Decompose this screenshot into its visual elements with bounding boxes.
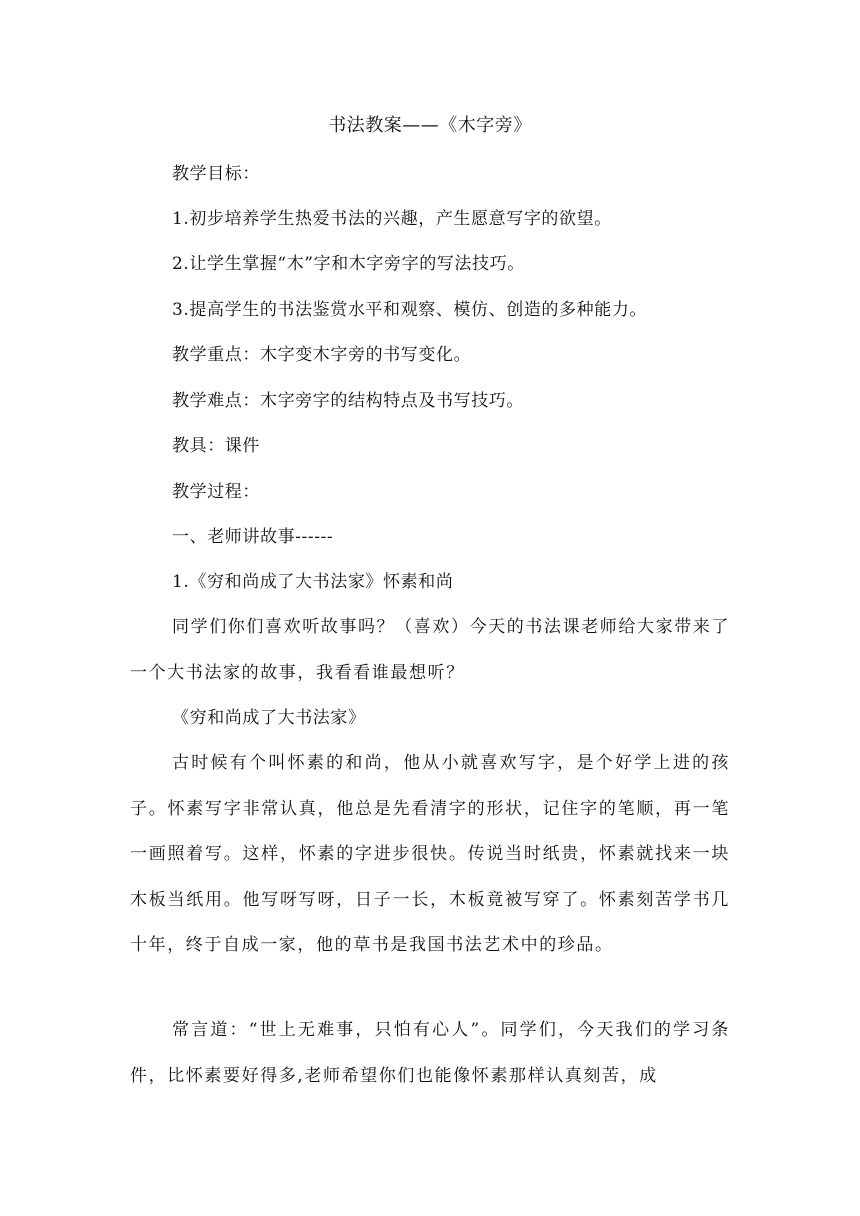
difficulty: 教学难点：木字旁字的结构特点及书写技巧。 xyxy=(172,391,524,411)
intro-paragraph: 同学们你们喜欢听故事吗？（喜欢）今天的书法课老师给大家带来了一个大书法家的故事，我看看谁最想听？ xyxy=(130,617,730,683)
objective-item: 2.让学生掌握“木”字和木字旁字的写法技巧。 xyxy=(172,254,525,274)
story-paragraph: 古时候有个叫怀素的和尚，他从小就喜欢写字，是个好学上进的孩子。怀素写字非常认真，他总是先看清字的形状，记住字的笔顺，再一笔一画照着写。这样，怀素的字进步很快。传说当时纸贵，怀素就找来一块木板当纸用。他写呀写呀，日子一长，木板竟被写穿了。怀素刻苦学书几十年，终于自成一家，他的草书是我国书法艺术中的珍品。 xyxy=(130,753,730,955)
story-item: 1.《穷和尚成了大书法家》怀素和尚 xyxy=(172,572,454,592)
story-title: 《穷和尚成了大书法家》 xyxy=(172,708,366,728)
objectives-heading: 教学目标： xyxy=(172,164,260,184)
saying-paragraph: 常言道：“世上无难事，只怕有心人”。同学们，今天我们的学习条件，比怀素要好得多,老师希望你们也能像怀素那样认真刻苦，成 xyxy=(130,1020,730,1086)
page-title: 书法教案——《木字旁》 xyxy=(328,115,532,136)
teaching-tools: 教具：课件 xyxy=(172,436,260,456)
process-heading: 教学过程： xyxy=(172,482,260,502)
section-heading: 一、老师讲故事------ xyxy=(172,527,334,547)
objective-item: 3.提高学生的书法鉴赏水平和观察、模仿、创造的多种能力。 xyxy=(172,300,648,320)
objective-item: 1.初步培养学生热爱书法的兴趣，产生愿意写字的欲望。 xyxy=(172,209,612,229)
key-point: 教学重点：木字变木字旁的书写变化。 xyxy=(172,345,472,365)
